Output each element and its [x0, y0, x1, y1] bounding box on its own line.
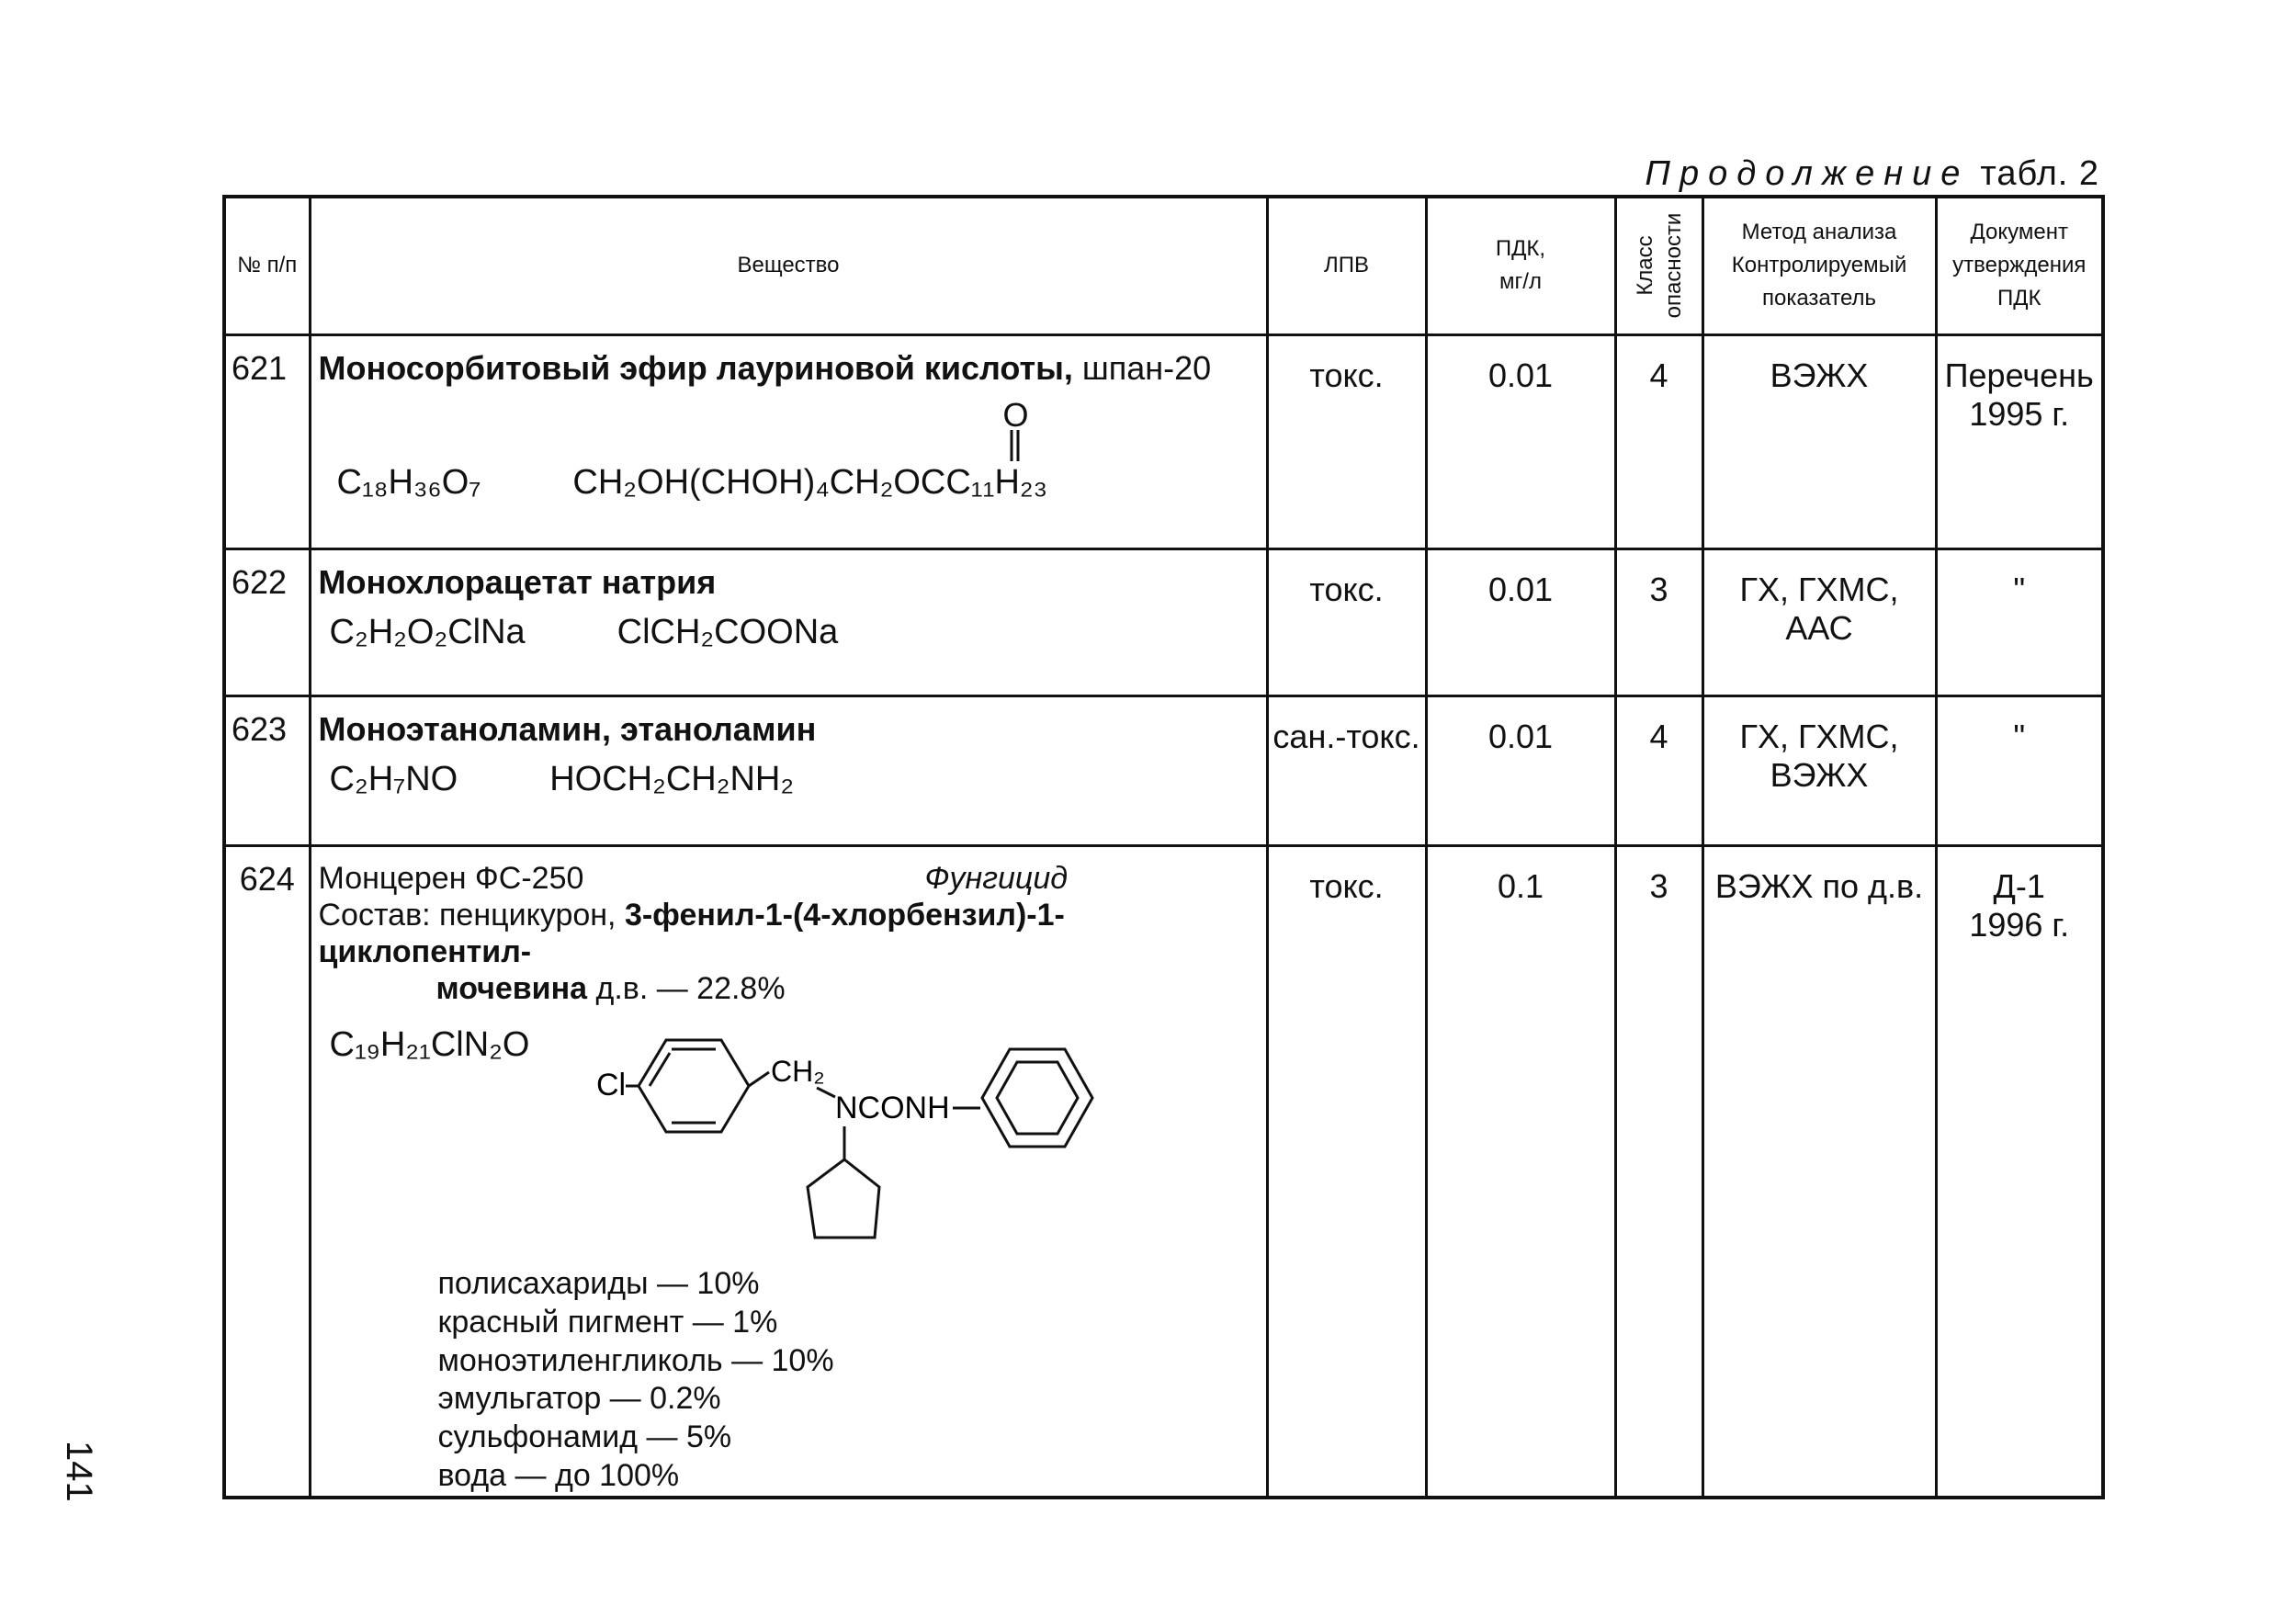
formula-structural: ClCH₂COONa: [616, 612, 839, 651]
pdk-cell: 0.01: [1426, 695, 1615, 845]
header-hazard: [1615, 197, 1702, 334]
formula-gross: C₂H₇NO: [329, 759, 458, 798]
row-number: 621: [224, 334, 310, 548]
method-cell: [1702, 695, 1936, 845]
method-line1: ГХ, ГХМС,: [1739, 570, 1899, 608]
cyclopentyl-ring-icon: [808, 1159, 879, 1238]
doc-line2: 1996 г.: [1969, 905, 2070, 944]
struct-ch2-label: CH₂: [770, 1054, 825, 1088]
substance-name: Монцерен ФС-250: [318, 860, 584, 896]
formula-gross: C₂H₂O₂ClNa: [329, 612, 526, 651]
doc-line2: 1995 г.: [1969, 394, 2070, 433]
composition-active-cont: мочевина: [435, 970, 588, 1006]
doc-cell: ": [1936, 695, 2103, 845]
composition-active-share: д.в. — 22.8%: [587, 970, 786, 1006]
table-header-row: [224, 197, 2103, 334]
component-item: сульфонамид — 5%: [437, 1419, 732, 1455]
doc-cell: [1936, 334, 2103, 548]
component-item: моноэтиленгликоль — 10%: [437, 1342, 834, 1378]
header-hazard-line2: опасности: [1660, 212, 1686, 319]
substance-name: Моносорбитовый эфир лауриновой кислоты,: [318, 348, 1073, 387]
hazard-cell: 3: [1615, 845, 1702, 1498]
struct-cl-label: Cl: [595, 1067, 626, 1102]
component-item: эмульгатор — 0.2%: [437, 1381, 721, 1417]
header-doc-line3: ПДК: [1997, 286, 2042, 311]
header-method-line3: показатель: [1761, 286, 1877, 311]
chlorophenyl-ring-icon: [639, 1040, 749, 1132]
struct-nconh-label: NCONH: [834, 1090, 950, 1125]
double-bond-icon: [1006, 430, 1024, 461]
caption-table: табл. 2: [1980, 154, 2099, 193]
header-doc: [1936, 197, 2103, 334]
component-item: вода — до 100%: [437, 1458, 680, 1493]
header-method-line1: Метод анализа: [1741, 220, 1897, 245]
method-line1: ГХ, ГХМС,: [1739, 717, 1899, 755]
pdk-cell: 0.01: [1426, 334, 1615, 548]
header-method-line2: Контролируемый: [1731, 253, 1907, 278]
page-number: 141: [59, 1441, 99, 1502]
data-table: [222, 195, 2105, 1499]
component-item: полисахариды — 10%: [437, 1265, 760, 1301]
composition-label: Состав: пенцикурон,: [318, 897, 616, 933]
header-doc-line1: Документ: [1970, 220, 2068, 245]
substance-type: Фунгицид: [924, 860, 1069, 896]
table-row-621: [224, 334, 2103, 548]
lpv-cell: токс.: [1267, 845, 1426, 1498]
hazard-cell: 3: [1615, 548, 1702, 695]
table-row-624: [224, 845, 2103, 1498]
header-num: № п/п: [224, 197, 310, 334]
lpv-cell: токс.: [1267, 334, 1426, 548]
table-caption: [1562, 154, 2099, 194]
pdk-cell: 0.1: [1426, 845, 1615, 1498]
formula-structural: CH₂OH(CHOH)₄CH₂OCC₁₁H₂₃: [572, 462, 1048, 502]
header-pdk-label: ПДК,: [1495, 236, 1546, 262]
composition-active: 3-фенил-1-(4-хлорбензил)-1-циклопентил-: [318, 897, 1065, 969]
doc-cell: [1936, 845, 2103, 1498]
header-doc-line2: утверждения: [1952, 253, 2087, 278]
row-number: 623: [224, 695, 310, 845]
substance-cell: [310, 845, 1267, 1498]
substance-name: Моноэтаноламин, этаноламин: [318, 709, 817, 748]
components-list: [438, 1265, 1266, 1496]
method-cell: ВЭЖХ по д.в.: [1702, 845, 1936, 1498]
method-line2: ААС: [1785, 608, 1853, 647]
phenyl-ring-icon: [980, 1038, 1100, 1158]
component-item: красный пигмент — 1%: [437, 1304, 778, 1340]
header-substance: Вещество: [310, 197, 1267, 334]
carbonyl-oxygen: O: [1002, 395, 1029, 434]
header-pdk-unit: мг/л: [1499, 269, 1542, 295]
substance-name: Монохлорацетат натрия: [318, 562, 717, 601]
caption-continuation: Продолжение: [1645, 154, 1970, 193]
doc-line1: Перечень: [1944, 356, 2094, 394]
lpv-cell: сан.-токс.: [1267, 695, 1426, 845]
formula-gross: C₁₉H₂₁ClN₂O: [329, 1024, 530, 1064]
method-line2: ВЭЖХ: [1770, 755, 1869, 794]
substance-cell: [310, 334, 1267, 548]
substance-name-rest: шпан-20: [1072, 348, 1212, 387]
lpv-cell: токс.: [1267, 548, 1426, 695]
method-cell: ВЭЖХ: [1702, 334, 1936, 548]
header-lpv: ЛПВ: [1267, 197, 1426, 334]
formula-gross: C₁₈H₃₆O₇: [336, 462, 481, 502]
table-row-622: [224, 548, 2103, 695]
header-method: [1702, 197, 1936, 334]
header-pdk: [1426, 197, 1615, 334]
method-cell: [1702, 548, 1936, 695]
substance-cell: [310, 548, 1267, 695]
header-hazard-line1: Класс: [1632, 235, 1657, 296]
pdk-cell: 0.01: [1426, 548, 1615, 695]
hazard-cell: 4: [1615, 334, 1702, 548]
doc-cell: ": [1936, 548, 2103, 695]
substance-cell: [310, 695, 1267, 845]
table-row-623: [224, 695, 2103, 845]
formula-structural: HOCH₂CH₂NH₂: [549, 759, 795, 798]
doc-line1: Д-1: [1993, 866, 2045, 905]
structure-diagram: [594, 1031, 980, 1261]
row-number: 624: [224, 845, 310, 1498]
hazard-cell: 4: [1615, 695, 1702, 845]
row-number: 622: [224, 548, 310, 695]
